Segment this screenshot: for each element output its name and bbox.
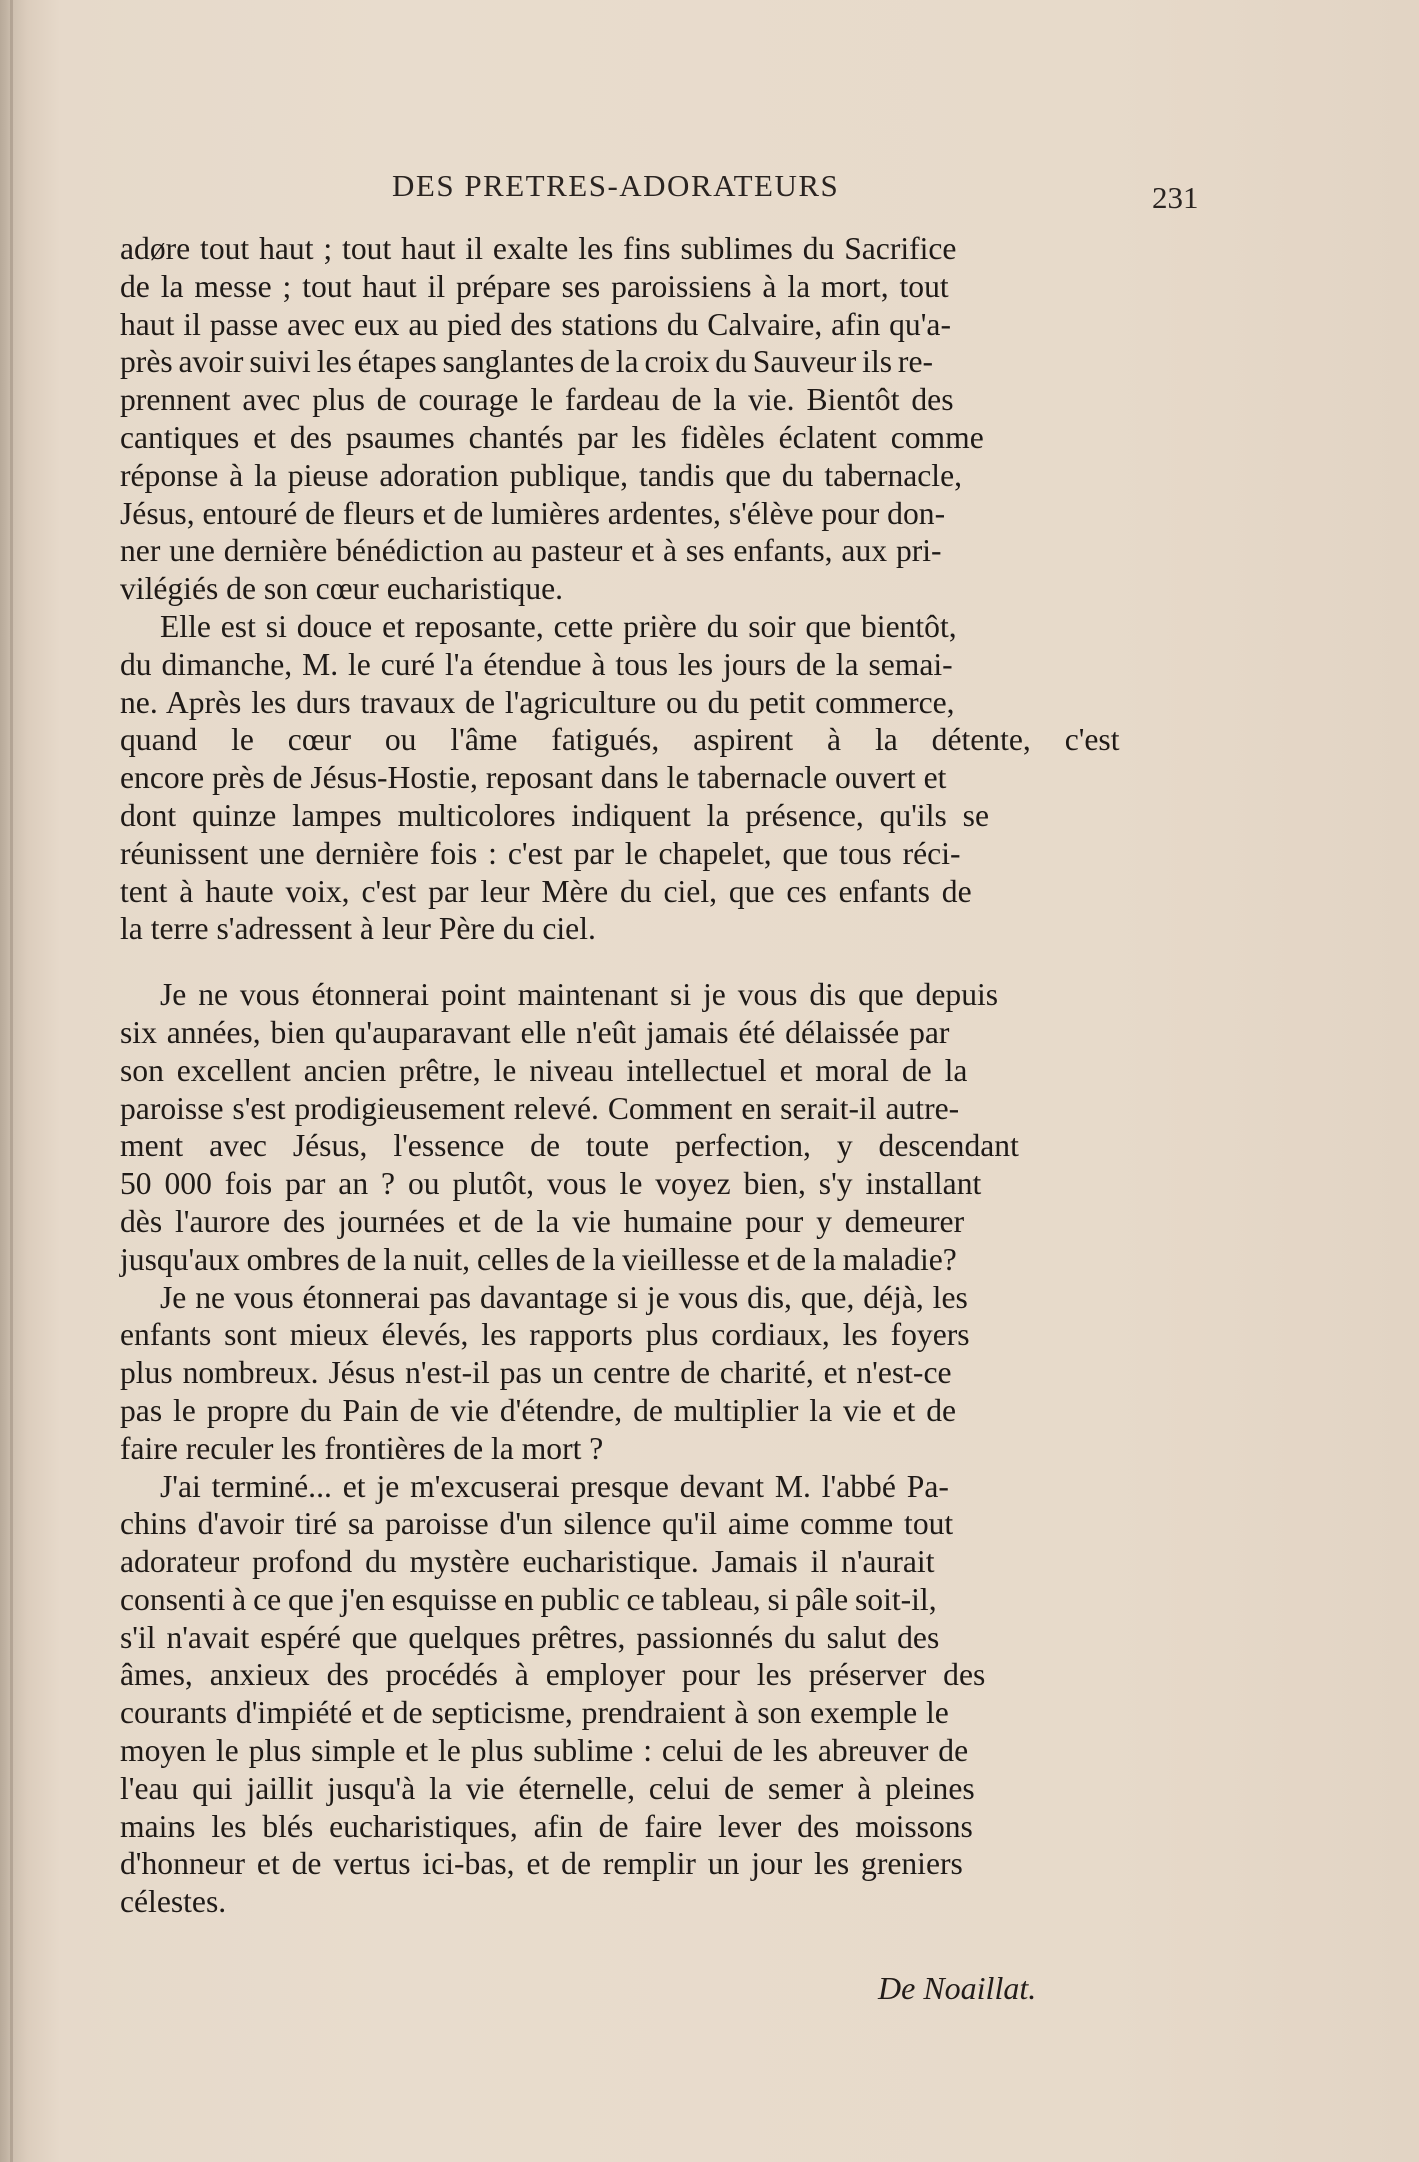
text-line: vilégiés de son cœur eucharistique. — [120, 571, 564, 607]
paragraph-5 — [120, 1468, 1200, 1922]
text-line: jusqu'aux ombres de la nuit, celles de la vieillesse et de la maladie? — [120, 1241, 957, 1277]
paragraph-spacer — [120, 948, 1200, 976]
text-line: ne. Après les durs travaux de l'agriculture ou du petit commerce, — [120, 684, 955, 720]
page-gutter — [10, 0, 13, 2162]
text-line: prennent avec plus de courage le fardeau de la vie. Bientôt des — [120, 382, 954, 418]
paragraph-1 — [120, 230, 1200, 608]
text-line: la terre s'adressent à leur Père du ciel. — [120, 911, 596, 947]
text-line: consenti à ce que j'en esquisse en public ce tableau, si pâle soit-il, — [120, 1581, 937, 1617]
text-line: son excellent ancien prêtre, le niveau intellectuel et moral de la — [120, 1052, 968, 1088]
text-line: ment avec Jésus, l'essence de toute perfection, y descendant — [120, 1128, 1019, 1164]
text-line: faire reculer les frontières de la mort ? — [120, 1430, 604, 1466]
text-line: courants d'impiété et de septicisme, prendraient à son exemple le — [120, 1695, 949, 1731]
text-line: du dimanche, M. le curé l'a étendue à tous les jours de la semai- — [120, 646, 953, 682]
text-line: chins d'avoir tiré sa paroisse d'un silence qu'il aime comme tout — [120, 1506, 954, 1542]
text-line: dont quinze lampes multicolores indiquent la présence, qu'ils se — [120, 797, 989, 833]
text-line: l'eau qui jaillit jusqu'à la vie éternelle, celui de semer à pleines — [120, 1770, 975, 1806]
paragraph-2 — [120, 608, 1200, 948]
text-line: adøre tout haut ; tout haut il exalte les fins sublimes du Sacrifice — [120, 231, 957, 266]
text-line: Elle est si douce et reposante, cette prière du soir que bientôt, — [160, 608, 957, 644]
text-line: Je ne vous étonnerai point maintenant si je vous dis que depuis — [160, 977, 999, 1013]
text-line: quand le cœur ou l'âme fatigués, aspirent à la détente, c'est — [120, 722, 1120, 758]
text-line: pas le propre du Pain de vie d'étendre, de multiplier la vie et de — [120, 1392, 957, 1428]
text-line: près avoir suivi les étapes sanglantes de la croix du Sauveur ils re- — [120, 344, 933, 380]
body-text — [120, 230, 1200, 1921]
text-line: célestes. — [120, 1884, 227, 1920]
text-line: Jésus, entouré de fleurs et de lumières ardentes, s'élève pour don- — [120, 495, 946, 531]
text-line: Je ne vous étonnerai pas davantage si je vous dis, que, déjà, les — [160, 1279, 968, 1315]
text-line: d'honneur et de vertus ici-bas, et de remplir un jour les greniers — [120, 1846, 963, 1882]
paragraph-3 — [120, 976, 1200, 1278]
text-line: s'il n'avait espéré que quelques prêtres, passionnés du salut des — [120, 1619, 940, 1655]
text-line: 50 000 fois par an ? ou plutôt, vous le voyez bien, s'y installant — [120, 1166, 982, 1202]
text-line: six années, bien qu'auparavant elle n'eût jamais été délaissée par — [120, 1014, 950, 1050]
text-line: réponse à la pieuse adoration publique, tandis que du tabernacle, — [120, 457, 963, 493]
page-number: 231 — [1152, 180, 1199, 215]
text-line: tent à haute voix, c'est par leur Mère du ciel, que ces enfants de — [120, 873, 972, 909]
text-line: haut il passe avec eux au pied des stations du Calvaire, afin qu'a- — [120, 306, 951, 342]
text-line: âmes, anxieux des procédés à employer pour les préserver des — [120, 1657, 986, 1693]
running-head: DES PRETRES-ADORATEURS — [392, 168, 840, 203]
text-line: mains les blés eucharistiques, afin de faire lever des moissons — [120, 1808, 973, 1844]
text-line: J'ai terminé... et je m'excuserai presque devant M. l'abbé Pa- — [160, 1468, 949, 1504]
text-line: dès l'aurore des journées et de la vie humaine pour y demeurer — [120, 1203, 965, 1239]
text-line: enfants sont mieux élevés, les rapports plus cordiaux, les foyers — [120, 1317, 970, 1353]
text-line: réunissent une dernière fois : c'est par le chapelet, que tous réci- — [120, 835, 961, 871]
text-line: ner une dernière bénédiction au pasteur et à ses enfants, aux pri- — [120, 533, 942, 569]
text-line: de la messe ; tout haut il prépare ses paroissiens à la mort, tout — [120, 268, 949, 304]
author-signature: De Noaillat. — [878, 1970, 1037, 2006]
text-line: paroisse s'est prodigieusement relevé. Comment en serait-il autre- — [120, 1090, 960, 1126]
text-line: adorateur profond du mystère eucharistique. Jamais il n'aurait — [120, 1544, 935, 1580]
text-line: cantiques et des psaumes chantés par les fidèles éclatent comme — [120, 419, 984, 455]
text-line: encore près de Jésus-Hostie, reposant dans le tabernacle ouvert et — [120, 760, 947, 796]
text-line: plus nombreux. Jésus n'est-il pas un centre de charité, et n'est-ce — [120, 1355, 952, 1391]
text-line: moyen le plus simple et le plus sublime : celui de les abreuver de — [120, 1733, 969, 1769]
paragraph-4 — [120, 1279, 1200, 1468]
